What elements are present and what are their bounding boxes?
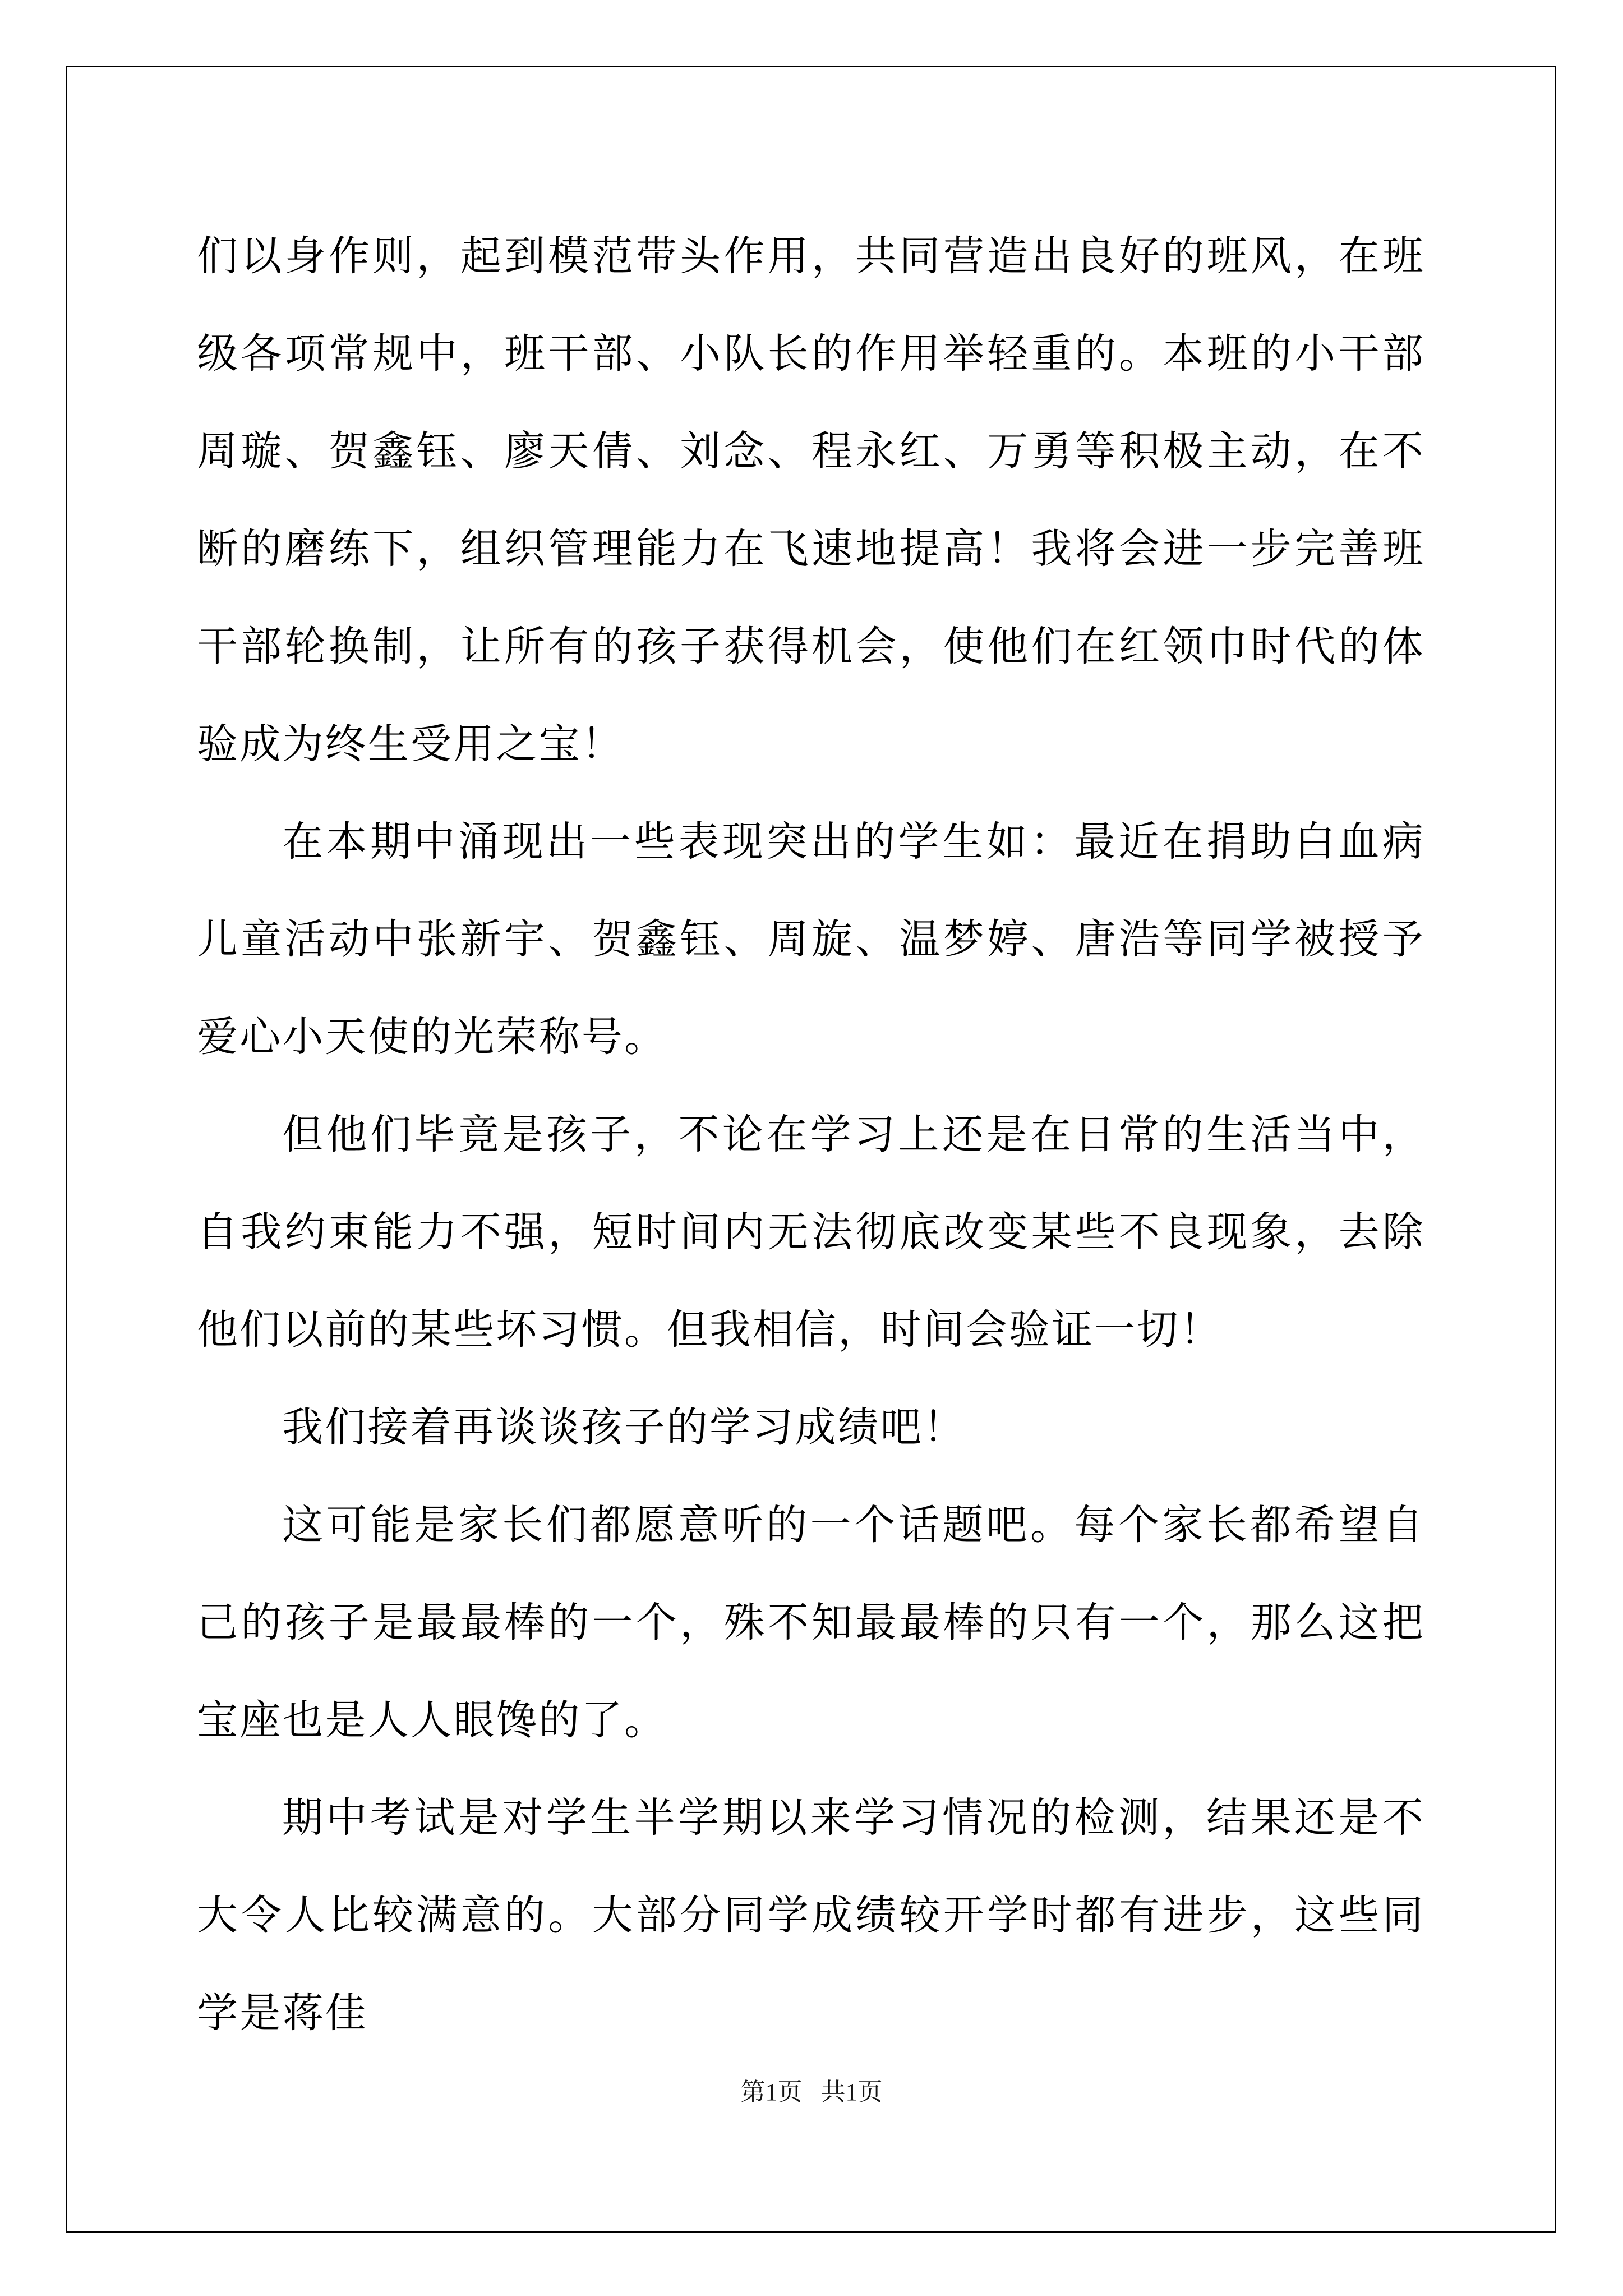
paragraph: 期中考试是对学生半学期以来学习情况的检测，结果还是不大令人比较满意的。大部分同学成绩较开学时都有进步，这些同学是蒋佳 xyxy=(197,1794,1425,2037)
paragraph: 这可能是家长们都愿意听的一个话题吧。每个家长都希望自己的孩子是最最棒的一个，殊不知最最棒的只有一个，那么这把宝座也是人人眼馋的了。 xyxy=(197,1501,1425,1744)
paragraph: 但他们毕竟是孩子，不论在学习上还是在日常的生活当中，自我约束能力不强，短时间内无法彻底改变某些不良现象，去除他们以前的某些坏习惯。但我相信，时间会验证一切！ xyxy=(197,1111,1425,1354)
page-footer xyxy=(0,2076,1623,2109)
page-total: 共1页 xyxy=(820,2078,883,2106)
paragraph: 我们接着再谈谈孩子的学习成绩吧！ xyxy=(282,1404,966,1451)
page-number: 第1页 xyxy=(740,2078,803,2106)
paragraph: 们以身作则，起到模范带头作用，共同营造出良好的班风，在班级各项常规中，班干部、小队长的作用举轻重的。本班的小干部周璇、贺鑫钰、廖天倩、刘念、程永红、万勇等积极主动，在不断的磨练下，组织管理能力在飞速地提高！我将会进一步完善班干部轮换制，让所有的孩子获得机会，使他们在红领巾时代的体验成为终生受用之宝！ xyxy=(197,232,1425,768)
document-body xyxy=(197,208,1425,2062)
paragraph: 在本期中涌现出一些表现突出的学生如：最近在捐助白血病儿童活动中张新宇、贺鑫钰、周旋、温梦婷、唐浩等同学被授予爱心小天使的光荣称号。 xyxy=(197,818,1425,1061)
